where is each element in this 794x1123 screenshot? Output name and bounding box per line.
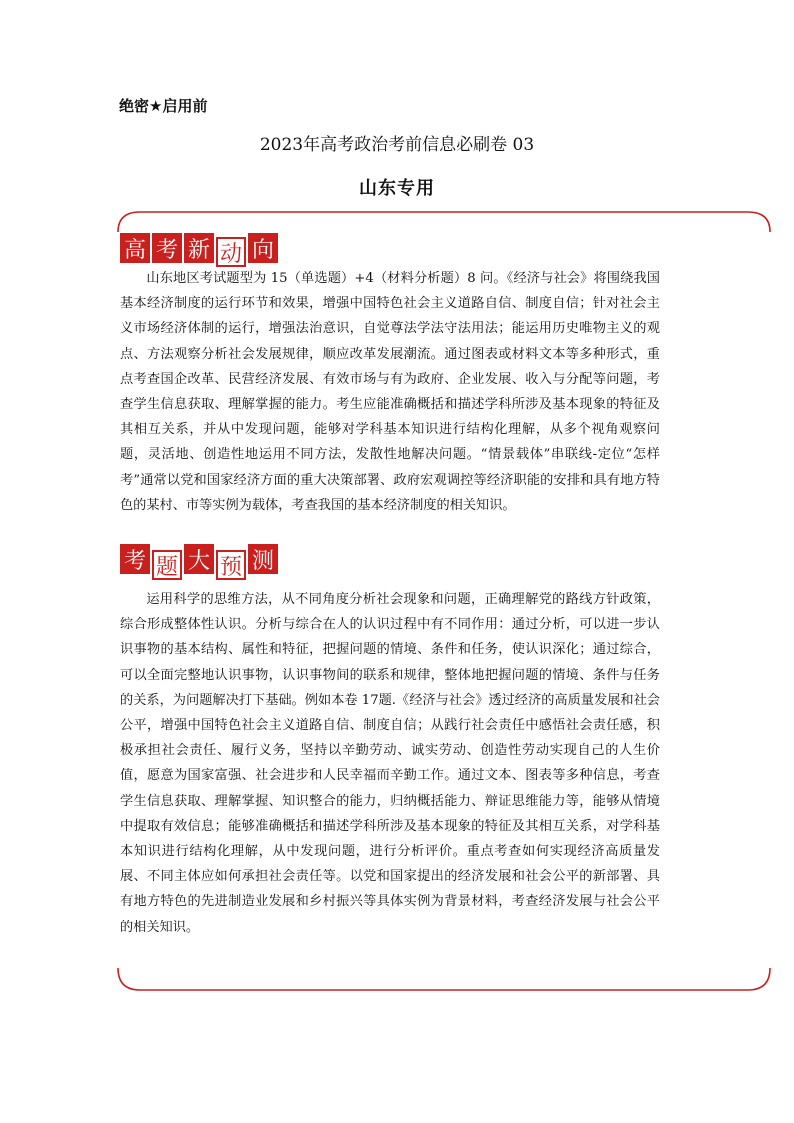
badge-char: 大 bbox=[184, 544, 214, 574]
badge-char: 高 bbox=[120, 233, 150, 263]
badge-char: 测 bbox=[248, 544, 278, 574]
page-title: 2023年高考政治考前信息必刷卷 03 bbox=[259, 135, 535, 155]
section-badge-trends bbox=[120, 233, 280, 267]
badge-char: 考 bbox=[120, 544, 150, 574]
badge-char: 题 bbox=[152, 550, 182, 580]
badge-char: 预 bbox=[216, 550, 246, 580]
section-badge-forecast bbox=[120, 544, 280, 580]
badge-char: 动 bbox=[216, 237, 246, 267]
section-trends-text: 山东地区考试题型为 15（单选题）+4（材料分析题）8 问。《经济与社会》将围绕我国基本经济制度的运行环节和效果，增强中国特色社会主义道路自信、制度自信；针对社会主义市场经济体制的运行，增强法治意识，自觉尊法学法守法用法；能运用历史唯物主义的观点、方法观察分析社会发展规律，顺应改革发展潮流。通过图表或材料文本等多种形式，重点考查国企改革、民营经济发展、有效市场与有为政府、企业发展、收入与分配等问题，考查学生信息获取、理解掌握的能力。考生应能准确概括和描述学科所涉及基本现象的特征及其相互关系，并从中发现问题，能够对学科基本知识进行结构化理解，从多个视角观察问题，灵活地、创造性地运用不同方法，发散性地解决问题。“情景载体”串联线-定位“怎样考”通常以党和国家经济方面的重大决策部署、政府宏观调控等经济职能的安排和具有地方特色的某村、市等实例为载体，考查我国的基本经济制度的相关知识。 bbox=[120, 271, 660, 513]
badge-char: 向 bbox=[248, 233, 278, 263]
section-forecast-text: 运用科学的思维方法，从不同角度分析社会现象和问题，正确理解党的路线方针政策，综合形成整体性认识。分析与综合在人的认识过程中有不同作用：通过分析，可以进一步认识事物的基本结构、属性和特征，把握问题的情境、条件和任务，使认识深化；通过综合，可以全面完整地认识事物，认识事物间的联系和规律，整体地把握问题的情境、条件与任务的关系，为问题解决打下基础。例如本卷 17题.《经济与社会》透过经济的高质量发展和社会公平，增强中国特色社会主义道路自信、制度自信；从践行社会责任中感悟社会责任感，积极承担社会责任、履行义务，坚持以辛勤劳动、诚实劳动、创造性劳动实现自己的人生价值，愿意为国家富强、社会进步和人民幸福而辛勤工作。通过文本、图表等多种信息，考查学生信息获取、理解掌握、知识整合的能力，归纳概括能力、辩证思维能力等，能够从情境中提取有效信息；能够准确概括和描述学科所涉及基本现象的特征及其相互关系，对学科基本知识进行结构化理解，从中发现问题，进行分析评价。重点考查如何实现经济高质量发展、不同主体应如何承担社会责任等。以党和国家提出的经济发展和社会公平的新部署、具有地方特色的先进制造业发展和乡村振兴等具体实例为背景材料，考查经济发展与社会公平的相关知识。 bbox=[120, 592, 660, 935]
badge-char: 考 bbox=[152, 233, 182, 263]
confidential-label: 绝密★启用前 bbox=[119, 97, 208, 115]
badge-char: 新 bbox=[184, 233, 214, 263]
page-subtitle: 山东专用 bbox=[359, 178, 435, 199]
